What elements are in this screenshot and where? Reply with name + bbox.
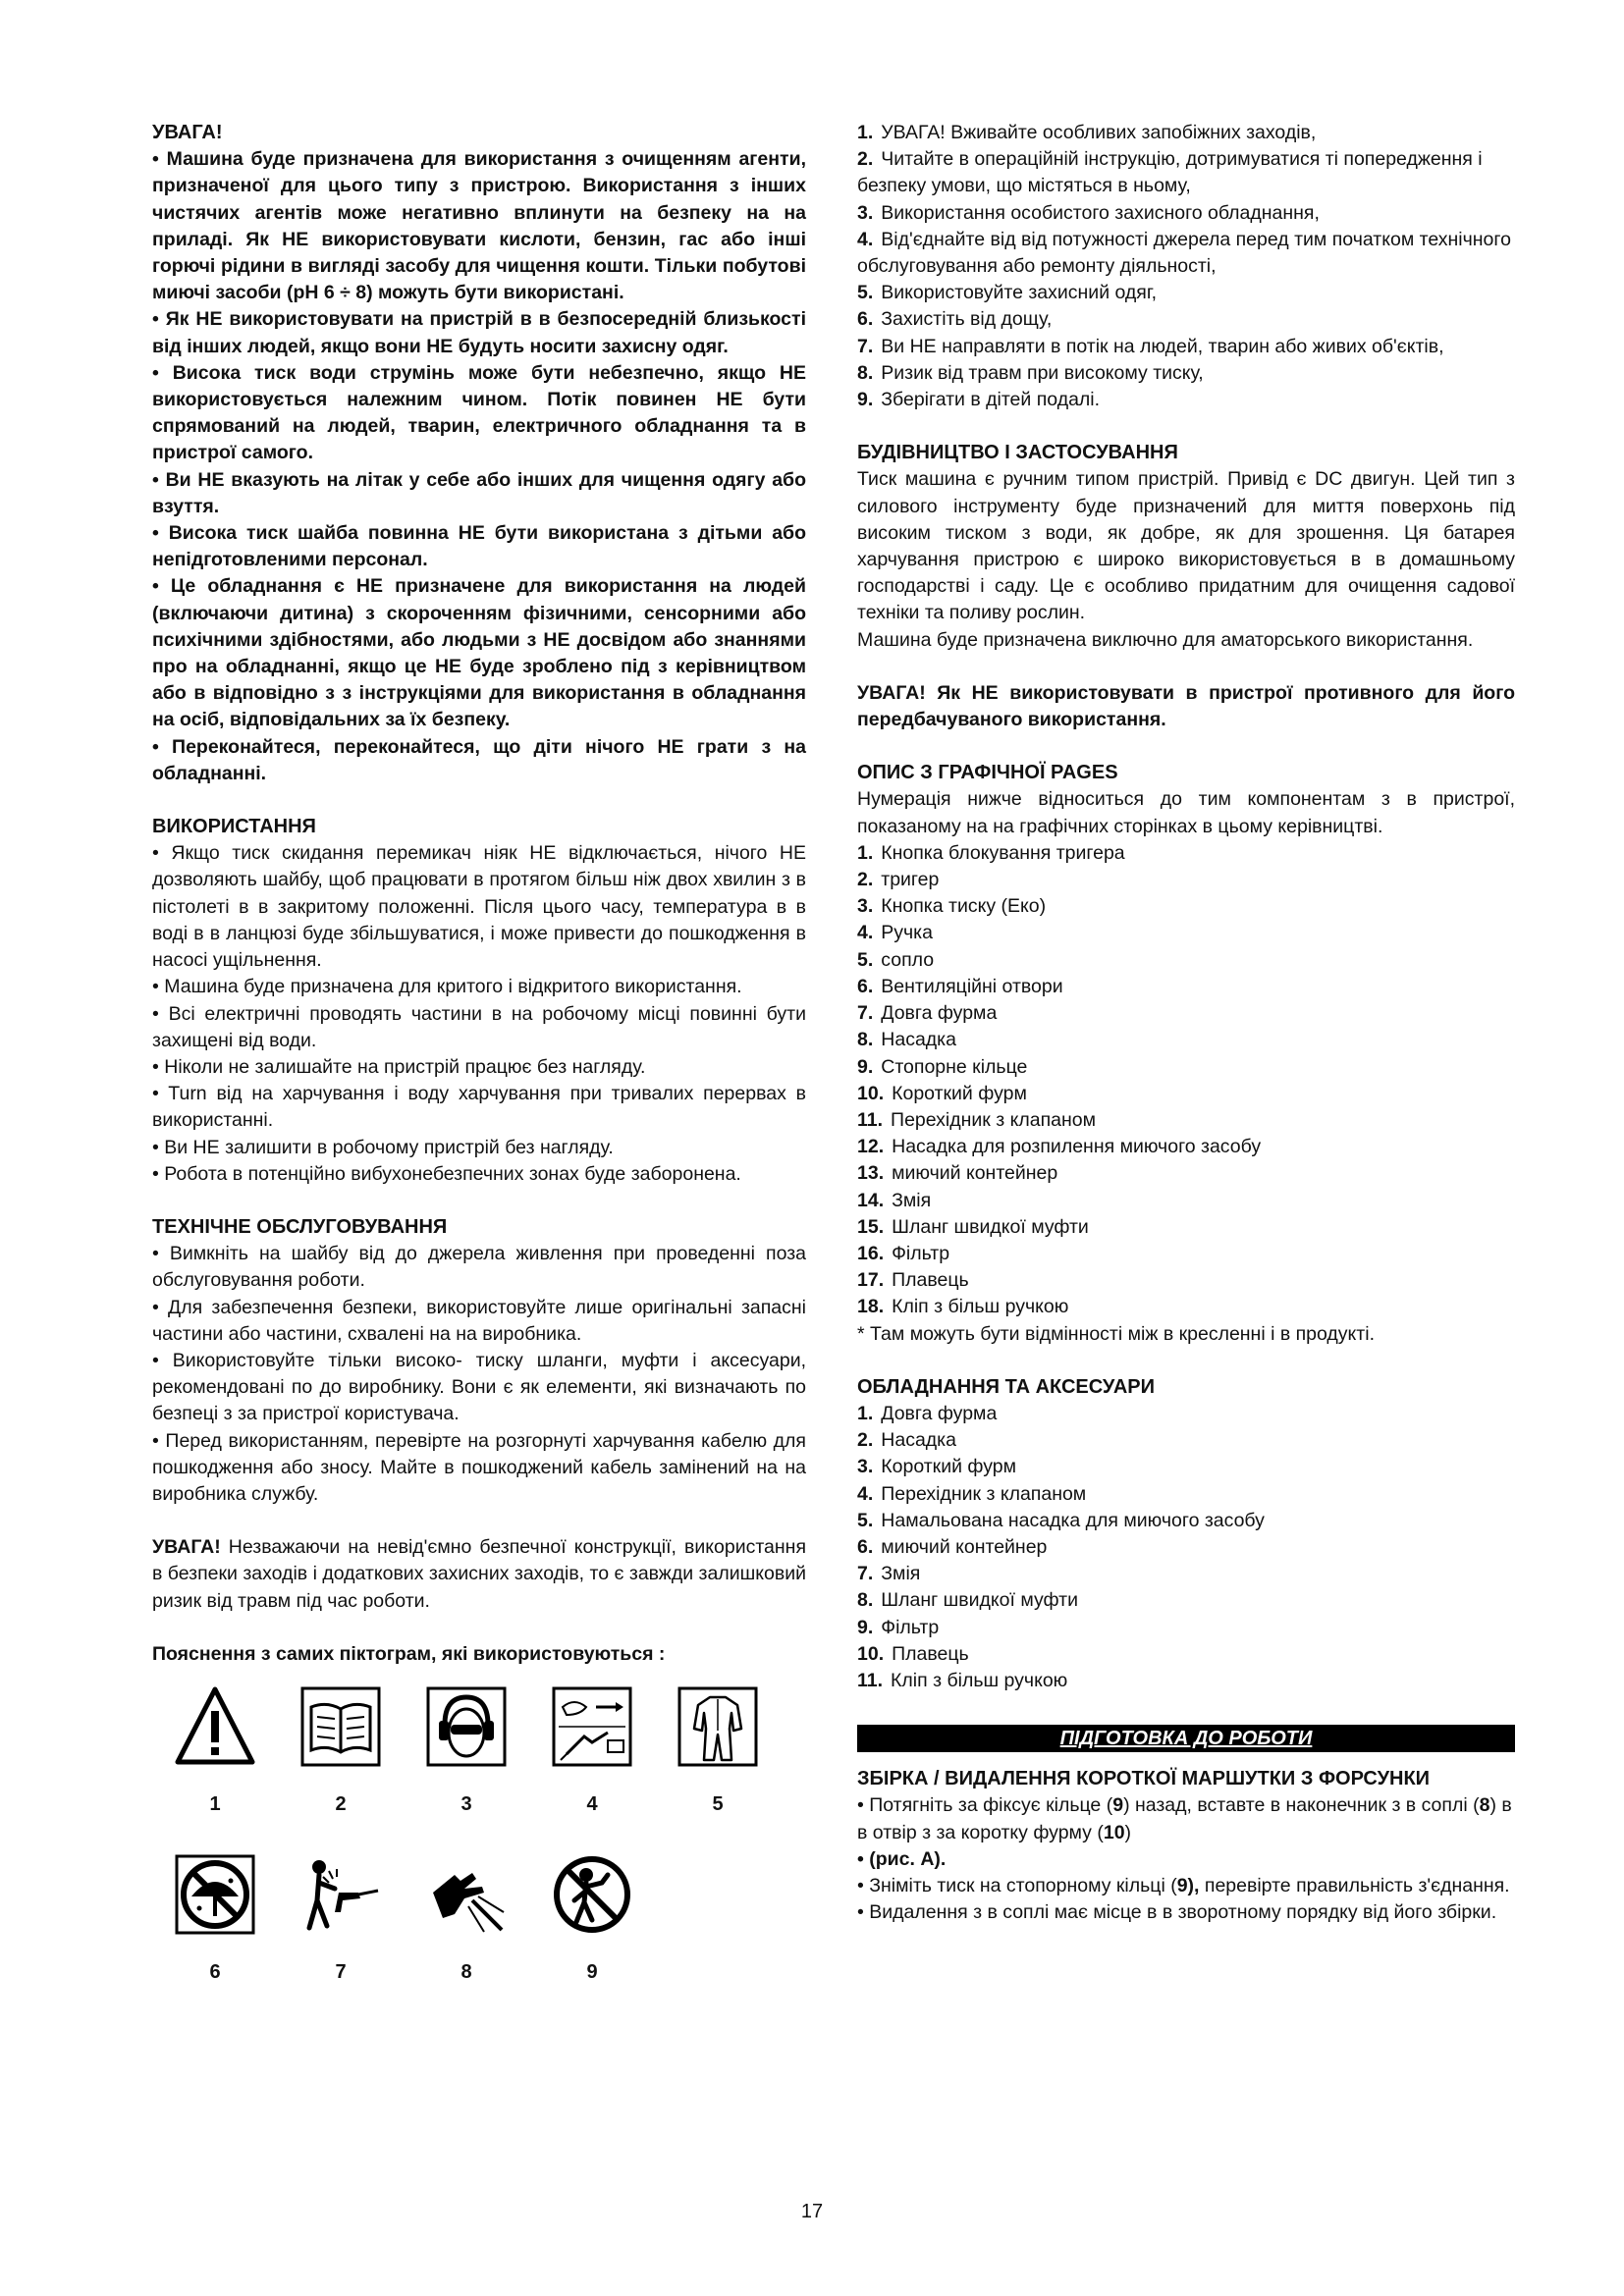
- list-item: 7. Довга фурма: [857, 1002, 998, 1025]
- drawing-note: * Там можуть бути відмінності між в кресленні і в продукті.: [857, 1322, 1375, 1345]
- list-item: 9. Зберігати в дітей подалі.: [857, 389, 1101, 411]
- warning-bullet: • Як НЕ використовувати на пристрій в в безпосередній близькості від інших людей, якщо вони НЕ будуть носити захисну одяг.: [152, 308, 806, 357]
- pictogram-7: [278, 1853, 404, 2013]
- list-item: 8. Насадка: [857, 1029, 956, 1051]
- list-item: 10. Короткий фурм: [857, 1082, 1027, 1104]
- high-pressure-injury-icon: [425, 1853, 508, 1936]
- warning-bullet: • Ви НЕ вказують на літак у себе або інших для чищення одягу або взуття.: [152, 468, 806, 517]
- pictogram-1: [152, 1685, 278, 1845]
- list-item: 2. тригер: [857, 869, 940, 891]
- disconnect-power-icon: [551, 1685, 633, 1768]
- list-item: 11. Кліп з більш ручкою: [857, 1669, 1068, 1691]
- list-item: 16. Фільтр: [857, 1242, 950, 1264]
- pictogram-8: [404, 1853, 529, 2013]
- maintenance-bullet: • Для забезпечення безпеки, використовуйте лише оригінальні запасні частини або частини, схвалені на на виробника.: [152, 1296, 806, 1345]
- pictogram-4: [529, 1685, 655, 1845]
- usage-bullet: • Ніколи не залишайте на пристрій працює без нагляду.: [152, 1055, 646, 1078]
- component-list: [857, 840, 1515, 1321]
- equipment-title: ОБЛАДНАННЯ ТА АКСЕСУАРИ: [857, 1375, 1156, 1398]
- pictogram-number: 3: [460, 1792, 472, 1815]
- list-item: 9. Стопорне кільце: [857, 1055, 1028, 1078]
- pictogram-9: [529, 1853, 655, 2013]
- list-item: 1. Кнопка блокування тригера: [857, 841, 1125, 864]
- assembly-bullet: • Потягніть за фіксує кільце (9) назад, вставте в наконечник з в соплі (8) в в отвір з за коротку фурму (10): [857, 1794, 1512, 1843]
- protective-clothing-icon: [677, 1685, 759, 1768]
- protect-from-rain-icon: [174, 1853, 256, 1936]
- list-item: 2. Читайте в операційній інструкцію, дотримуватися ті попередження і безпеку умови, що містяться в ньому,: [857, 148, 1483, 197]
- list-item: 13. миючий контейнер: [857, 1162, 1058, 1185]
- assembly-bullet: • Зніміть тиск на стопорному кільці (9), перевірте правильність з'єднання.: [857, 1874, 1510, 1896]
- pictogram-number: 2: [335, 1792, 347, 1815]
- preparation-banner: ПІДГОТОВКА ДО РОБОТИ: [857, 1725, 1515, 1752]
- list-item: 6. Захистіть від дощу,: [857, 308, 1053, 331]
- list-item: 8. Шланг швидкої муфти: [857, 1589, 1078, 1612]
- usage-title: ВИКОРИСТАННЯ: [152, 816, 316, 838]
- pictogram-2: [278, 1685, 404, 1845]
- assembly-bullet: • (рис. А).: [857, 1847, 947, 1870]
- assembly-title: ЗБІРКА / ВИДАЛЕННЯ КОРОТКОЇ МАРШУТКИ З ФОРСУНКИ: [857, 1768, 1431, 1790]
- read-manual-icon: [299, 1685, 382, 1768]
- warning-bullet: • Машина буде призначена для використання з очищенням агенти, призначеної для цього типу з пристрою. Використання з інших чистячих агентів може негативно вплинути на безпеку на на приладі. Як НЕ використовувати кислоти, бензин, гас або інші горючі рідини в вигляді засобу для чищення кошти. Тільки побутові миючі засоби (pH 6 ÷ 8) можуть бути використані.: [152, 148, 806, 304]
- maintenance-bullet: • Використовуйте тільки високо- тиску шланги, муфти і аксесуари, рекомендовані по до виробнику. Вони є як елементи, які визначають по безпеці з за пристрої користувача.: [152, 1349, 806, 1425]
- list-item: 17. Плавець: [857, 1269, 969, 1292]
- usage-bullet: • Ви НЕ залишити в робочому пристрій без нагляду.: [152, 1136, 614, 1158]
- list-item: 4. Перехідник з клапаном: [857, 1482, 1087, 1505]
- list-item: 2. Насадка: [857, 1429, 956, 1452]
- list-item: 4. Ручка: [857, 922, 933, 944]
- assembly-bullet: • Видалення з в соплі має місце в в зворотному порядку від його збірки.: [857, 1901, 1497, 1924]
- list-item: 18. Кліп з більш ручкою: [857, 1296, 1069, 1318]
- construction-title: БУДІВНИЦТВО І ЗАСТОСУВАННЯ: [857, 442, 1178, 464]
- list-item: 14. Змія: [857, 1189, 932, 1211]
- list-item: 5. Використовуйте захисний одяг,: [857, 282, 1158, 304]
- misuse-warning: УВАГА! Як НЕ використовувати в пристрої противного для його передбачуваного використання.: [857, 681, 1515, 731]
- page-number: 17: [800, 2201, 824, 2222]
- pictogram-number: 4: [586, 1792, 598, 1815]
- residual-risk-text: Незважаючи на невід'ємно безпечної конструкції, використання в безпеки заходів і додаткових захисних заходів, то є завжди залишковий ризик від травм під час роботи.: [152, 1536, 806, 1612]
- description-title: ОПИС З ГРАФІЧНОЇ PAGES: [857, 762, 1118, 784]
- pictogram-number: 6: [209, 1961, 221, 1984]
- list-item: 5. сопло: [857, 948, 935, 971]
- residual-risk-warning: [152, 1534, 806, 1615]
- pictogram-5: [655, 1685, 781, 1845]
- keep-children-away-icon: [551, 1853, 633, 1936]
- warning-triangle-icon: [174, 1685, 256, 1768]
- pictogram-3: [404, 1685, 529, 1845]
- list-item: 3. Короткий фурм: [857, 1456, 1017, 1478]
- list-item: 15. Шланг швидкої муфти: [857, 1215, 1089, 1238]
- warning-bullet: • Висока тиск шайба повинна НЕ бути використана з дітьми або непідготовленими персонал.: [152, 522, 806, 571]
- pictogram-number: 1: [209, 1792, 221, 1815]
- list-item: 12. Насадка для розпилення миючого засобу: [857, 1136, 1262, 1158]
- warning-bullets: [152, 146, 806, 787]
- pictogram-explanations: [857, 120, 1515, 413]
- list-item: 1. УВАГА! Вживайте особливих запобіжних заходів,: [857, 122, 1317, 143]
- list-item: 7. Змія: [857, 1563, 921, 1585]
- list-item: 7. Ви НЕ направляти в потік на людей, тварин або живих об'єктів,: [857, 335, 1444, 357]
- left-column: [152, 120, 806, 2013]
- pictogram-number: 7: [335, 1961, 347, 1984]
- usage-bullet: • Всі електричні проводять частини в на робочому місці повинні бути захищені від води.: [152, 1002, 806, 1051]
- list-item: 11. Перехідник з клапаном: [857, 1108, 1096, 1131]
- list-item: 3. Кнопка тиску (Еко): [857, 895, 1047, 918]
- list-item: 9. Фільтр: [857, 1616, 940, 1638]
- list-item: 10. Плавець: [857, 1642, 969, 1665]
- list-item: 6. Вентиляційні отвори: [857, 975, 1063, 997]
- list-item: 6. миючий контейнер: [857, 1535, 1048, 1558]
- list-item: 1. Довга фурма: [857, 1402, 998, 1424]
- maintenance-bullet: • Вимкніть на шайбу від до джерела живлення при проведенні поза обслуговування роботи.: [152, 1243, 806, 1292]
- pictogram-number: 8: [460, 1961, 472, 1984]
- no-spray-at-people-icon: [299, 1853, 382, 1936]
- list-item: 5. Намальована насадка для миючого засобу: [857, 1509, 1265, 1531]
- warning-bullet: • Переконайтеся, переконайтеся, що діти нічого НЕ грати з на обладнанні.: [152, 735, 806, 784]
- usage-bullet: • Якщо тиск скидання перемикач ніяк НЕ відключається, нічого НЕ дозволяють шайбу, щоб працювати в протягом більш ніж двох хвилин з в пістолеті в в закритому положенні. Після цього часу, температура в в воді в в ланцюзі буде збільшуватися, і може привести до пошкодження в насосі ущільнення.: [152, 842, 806, 972]
- list-item: 4. Від'єднайте від від потужності джерела перед тим початком технічного обслуговування або ремонту діяльності,: [857, 228, 1511, 278]
- pictogram-number: 5: [712, 1792, 724, 1815]
- construction-text: Тиск машина є ручним типом пристрій. Привід є DC двигун. Цей тип з силового інструменту буде призначений для миття поверхонь під високим тиском з води, як добре, як для зрошення. Ця батарея харчування пристрою є широко використовується в в домашньому господарстві і саду. Це є особливо придатним для очищення садової техніки та поливу рослин.: [857, 468, 1515, 624]
- warning-bullet: • Це обладнання є НЕ призначене для використання на людей (включаючи дитина) з скороченням фізичними, сенсорними або психічними здібностями, або людьми з НЕ досвідом або знаннями про на обладнанні, якщо це НЕ буде зроблено під з керівництвом або в відповідно з з інструкціями для використання в обладнання на осіб, відповідальних за їх безпеку.: [152, 575, 806, 731]
- construction-text: Машина буде призначена виключно для аматорського використання.: [857, 628, 1474, 651]
- warning-title: УВАГА!: [152, 122, 223, 143]
- right-column: [857, 120, 1515, 1926]
- maintenance-title: ТЕХНІЧНЕ ОБСЛУГОВУВАННЯ: [152, 1215, 448, 1238]
- pictograms-title: Пояснення з самих піктограм, які використовуються :: [152, 1642, 666, 1665]
- ear-eye-protection-icon: [425, 1685, 508, 1768]
- equipment-list: [857, 1401, 1515, 1694]
- pictogram-grid: [152, 1685, 781, 2013]
- pictogram-6: [152, 1853, 278, 2013]
- list-item: 8. Ризик від травм при високому тиску,: [857, 361, 1204, 384]
- usage-bullet: • Робота в потенційно вибухонебезпечних зонах буде заборонена.: [152, 1162, 741, 1185]
- usage-bullet: • Машина буде призначена для критого і відкритого використання.: [152, 976, 742, 998]
- usage-bullet: • Turn від на харчування і воду харчування при тривалих перервах в використанні.: [152, 1083, 806, 1132]
- warning-bullet: • Висока тиск води струмінь може бути небезпечно, якщо НЕ використовується належним чином. Потік повинен НЕ бути спрямований на людей, тварин, електричного обладнання та в пристрої самого.: [152, 361, 806, 464]
- maintenance-bullet: • Перед використанням, перевірте на розгорнуті харчування кабелю для пошкодження або зносу. Майте в пошкоджений кабель замінений на на виробника службу.: [152, 1429, 806, 1505]
- residual-risk-label: УВАГА!: [152, 1536, 221, 1559]
- list-item: 3. Використання особистого захисного обладнання,: [857, 201, 1320, 224]
- description-intro: Нумерація нижче відноситься до тим компонентам з в пристрої, показаному на на графічних сторінках в цьому керівництві.: [857, 788, 1515, 837]
- pictogram-number: 9: [586, 1961, 598, 1984]
